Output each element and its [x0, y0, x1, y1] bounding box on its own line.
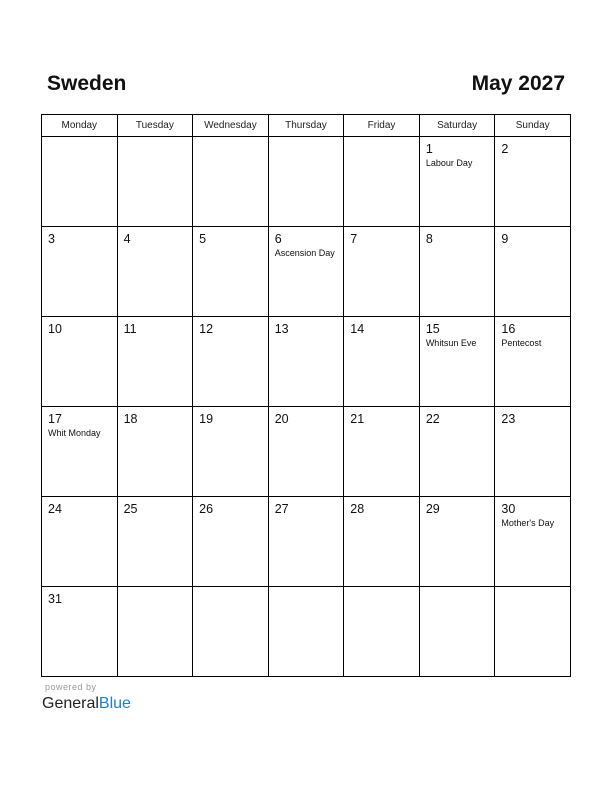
- day-cell: [495, 407, 571, 497]
- holiday-label: Whit Monday: [48, 428, 101, 438]
- day-number: 31: [48, 592, 62, 606]
- day-cell: [268, 137, 344, 227]
- day-number: 5: [199, 232, 207, 246]
- day-cell: [495, 587, 571, 677]
- calendar-grid: [41, 114, 571, 677]
- day-number: 14: [350, 322, 365, 336]
- week-row: [42, 497, 571, 587]
- day-cell: [42, 227, 118, 317]
- week-row: [42, 317, 571, 407]
- day-cell: [117, 227, 193, 317]
- day-cell: [419, 587, 495, 677]
- day-number: 1: [425, 142, 433, 156]
- day-cell: [344, 317, 420, 407]
- day-cell: [344, 587, 420, 677]
- day-cell: [419, 137, 495, 227]
- day-number: 11: [123, 322, 137, 336]
- day-cell: [495, 497, 571, 587]
- day-number: 24: [48, 502, 62, 516]
- day-number: 8: [425, 232, 433, 246]
- generalblue-logo[interactable]: [42, 694, 131, 714]
- day-cell: [193, 137, 269, 227]
- day-cell: [42, 407, 118, 497]
- day-number: 9: [501, 232, 509, 246]
- day-number: 30: [501, 502, 516, 516]
- day-cell: [42, 317, 118, 407]
- weekday-thursday: Thursday: [268, 115, 344, 137]
- day-cell: [117, 407, 193, 497]
- day-cell: [268, 317, 344, 407]
- week-row: [42, 587, 571, 677]
- day-number: 12: [199, 322, 214, 336]
- day-cell: [344, 497, 420, 587]
- day-cell: [193, 317, 269, 407]
- day-cell: [344, 227, 420, 317]
- day-number: 17: [48, 412, 62, 426]
- day-number: 16: [501, 322, 516, 336]
- month-year-title: May 2027: [471, 72, 565, 95]
- day-number: 19: [199, 412, 214, 426]
- day-number: 4: [123, 232, 131, 246]
- day-number: 13: [274, 322, 289, 336]
- holiday-label: Pentecost: [501, 338, 542, 348]
- holiday-label: Whitsun Eve: [425, 338, 477, 348]
- day-number: 20: [274, 412, 289, 426]
- day-cell: [495, 137, 571, 227]
- day-cell: [193, 587, 269, 677]
- weekday-header-row: [42, 115, 571, 137]
- day-number: 18: [123, 412, 138, 426]
- weekday-sunday: Sunday: [495, 115, 571, 137]
- day-number: 2: [501, 142, 509, 156]
- weekday-saturday: Saturday: [419, 115, 495, 137]
- day-cell: [495, 317, 571, 407]
- powered-by-text: powered by: [45, 682, 97, 692]
- day-number: 6: [274, 232, 282, 246]
- day-cell: [42, 497, 118, 587]
- weekday-friday: Friday: [344, 115, 420, 137]
- day-cell: [344, 137, 420, 227]
- day-cell: [117, 137, 193, 227]
- country-title: Sweden: [47, 72, 127, 95]
- day-number: 3: [48, 232, 55, 246]
- day-number: 15: [425, 322, 440, 336]
- day-cell: [419, 317, 495, 407]
- day-number: 10: [48, 322, 62, 336]
- day-cell: [268, 407, 344, 497]
- weekday-monday: Monday: [42, 115, 118, 137]
- holiday-label: Ascension Day: [274, 248, 335, 258]
- day-number: 22: [425, 412, 440, 426]
- week-row: [42, 407, 571, 497]
- day-cell: [419, 497, 495, 587]
- day-cell: [419, 407, 495, 497]
- day-number: 28: [350, 502, 365, 516]
- day-cell: [268, 587, 344, 677]
- day-cell: [117, 317, 193, 407]
- week-row: [42, 227, 571, 317]
- day-cell: [193, 497, 269, 587]
- day-number: 7: [350, 232, 358, 246]
- day-cell: [42, 587, 118, 677]
- holiday-label: Labour Day: [425, 158, 473, 168]
- day-cell: [193, 407, 269, 497]
- holiday-label: Mother's Day: [501, 518, 555, 528]
- day-number: 29: [425, 502, 440, 516]
- week-row: [42, 137, 571, 227]
- day-cell: [419, 227, 495, 317]
- day-number: 21: [350, 412, 365, 426]
- weekday-wednesday: Wednesday: [193, 115, 269, 137]
- brand-general: General: [42, 695, 99, 712]
- brand-blue: Blue: [98, 695, 131, 712]
- day-cell: [344, 407, 420, 497]
- day-cell: [268, 227, 344, 317]
- day-number: 23: [501, 412, 516, 426]
- day-cell: [268, 497, 344, 587]
- day-cell: [117, 497, 193, 587]
- day-number: 27: [274, 502, 289, 516]
- day-number: 25: [123, 502, 138, 516]
- day-number: 26: [199, 502, 214, 516]
- day-cell: [495, 227, 571, 317]
- day-cell: [117, 587, 193, 677]
- weekday-tuesday: Tuesday: [117, 115, 193, 137]
- day-cell: [42, 137, 118, 227]
- day-cell: [193, 227, 269, 317]
